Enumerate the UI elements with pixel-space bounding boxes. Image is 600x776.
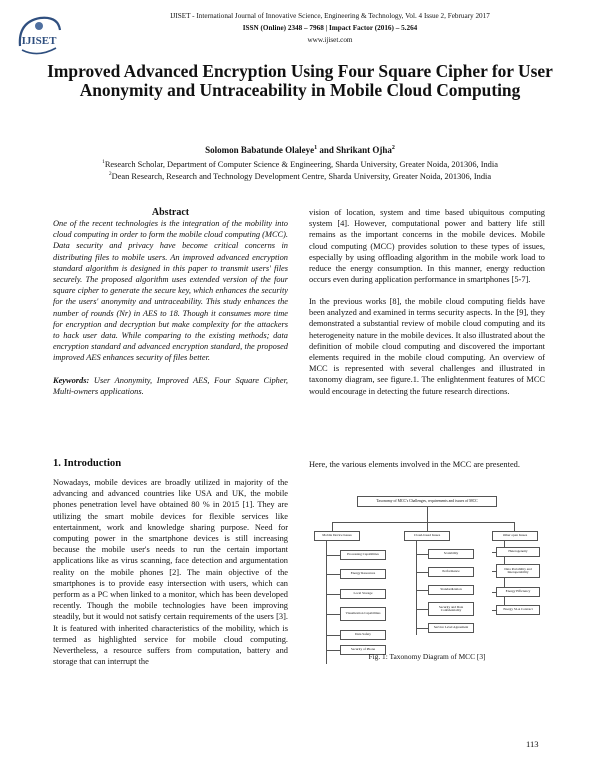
abstract-heading: Abstract	[151, 207, 190, 218]
connector	[326, 555, 340, 556]
connector	[332, 522, 514, 523]
device-item-visualization: Visualization Capabilities	[340, 607, 386, 621]
other-item-heterogeneity: Heterogeneity	[496, 547, 540, 557]
connector	[326, 650, 340, 651]
category-cloud-based: Cloud-based Issues	[404, 531, 450, 541]
other-item-portability: Data Portability and Interoperability	[496, 564, 540, 578]
keywords-line	[53, 375, 288, 397]
right-paragraph-2: In the previous works [8], the mobile cloud computing fields have been analyzed and examined in terms security aspects. In the [9], they demonstrated a substantial review of mobile cloud computing and its heterogeneity nature in the mobile devices. It also illustrated about the definition of mobile cloud computing and discovered the important elements required in the mobile cloud computing. An overview of MCC is represented with several challenges and illustrated in taxonomy diagram, see figure.1. The enlightenment features of MCC would encourage in detecting the future research directions.	[309, 297, 545, 396]
issn-line: ISSN (Online) 2348 – 7968 | Impact Factor (2016) – 5.264	[242, 24, 418, 32]
author-1-sup: 1	[314, 145, 318, 151]
connector	[326, 574, 340, 575]
diagram-root: Taxonomy of MCC's Challenges, requirements and issues of MCC	[357, 496, 497, 507]
introduction-paragraph: Nowadays, mobile devices are broadly utilized in majority of the advancing and advanced countries like USA and UK, the mobile phones penetration level have obtained 80 % in 2015 [1]. They are utilizing the smart mobile devices for flexible services like entertainment, work and knowledge sharing purpose. Need for computing power in the smartphone devices is still increasing because the mobile user's needs to run the certain important applications like as virus scanning, face detection and argumentation reality on the mobile phones [2]. The main objective of the smartphones is to provide easy intersection with users, which can perform as a PC when linked to a monitor, which has been developed recently. Though the mobile technologies have been improving steadily, but it would not satisfy certain requirements of the users [3]. It is featured with inherited characteristics of the mobility, which is termed as highlighted service for mobile cloud computing. Nevertheless, a resource suffers from computation, battery and storage that can interrupt the	[53, 478, 288, 667]
connector	[326, 635, 340, 636]
affiliation-1-text: Research Scholar, Department of Computer Science & Engineering, Sharda University, Greater Noida, 201306, India	[104, 159, 498, 169]
connector	[427, 507, 428, 531]
author-2: Shrikant Ojha	[336, 145, 392, 155]
other-item-energy-efficiency: Energy Efficiency	[496, 587, 540, 597]
journal-logo	[14, 12, 64, 58]
website-link[interactable]: www.ijiset.com	[307, 36, 353, 44]
author-1: Solomon Babatunde Olaleye	[205, 145, 315, 155]
connector	[416, 628, 428, 629]
figure-caption: Fig. 1: Taxonomy Diagram of MCC [3]	[368, 652, 486, 661]
affiliation-1-sup: 1	[102, 159, 105, 165]
connector	[416, 590, 428, 591]
page-number: 113	[526, 739, 539, 749]
author-2-sup: 2	[391, 145, 395, 151]
cloud-item-standardization: Standardization	[428, 585, 474, 595]
connector	[416, 609, 428, 610]
introduction-heading: 1. Introduction	[53, 458, 122, 469]
right-paragraph-1: vision of location, system and time based ubiquitous computing system [4]. However, computational power and battery life still remains as the important concerns in the mobile devices. Mobile cloud computing (MCC) provides solution to these types of issues, especially by using offloading algorithm in the mobile work load to reduce the energy consumption. In this manner, energy reduction occurs even during application performance in smartphones [5-7].	[309, 208, 545, 285]
abstract-text	[53, 218, 288, 397]
affiliation-2	[0, 172, 600, 181]
connector	[332, 522, 333, 531]
category-other-open: Other open Issues	[492, 531, 538, 541]
cloud-item-performance: Performance	[428, 567, 474, 577]
affiliation-1	[0, 160, 600, 169]
keywords-text: User Anonymity, Improved AES, Four Square Cipher, Multi-owners applications.	[53, 375, 288, 396]
device-item-processing: Processing Capabilities	[340, 550, 386, 560]
right-paragraph-3: Here, the various elements involved in the MCC are presented.	[309, 460, 520, 469]
connector	[416, 572, 428, 573]
journal-line: IJISET - International Journal of Innovative Science, Engineering & Technology, Vol. 4 Issue 2, February 2017	[170, 12, 490, 20]
category-mobile-device: Mobile Device Issues	[314, 531, 360, 541]
connector	[514, 522, 515, 531]
connector	[326, 541, 327, 664]
cloud-item-security: Security and Data Confidentiality	[428, 602, 474, 616]
connector	[326, 614, 340, 615]
logo-text: IJISET	[21, 35, 57, 47]
device-item-phone-security: Security of Phone	[340, 645, 386, 655]
paper-title: Improved Advanced Encryption Using Four Square Cipher for User Anonymity and Untraceability in Mobile Cloud Computing	[47, 61, 553, 100]
connector	[326, 594, 340, 595]
keywords-label: Keywords:	[53, 375, 90, 385]
affiliation-2-sup: 2	[108, 171, 112, 177]
cloud-item-sla: Service Level Agreement	[428, 623, 474, 633]
abstract-paragraph: One of the recent technologies is the integration of the mobility into cloud computing in order to form the mobile cloud computing (MCC). Data security and privacy have become critical concerns in distributing files to mobile users. An improved advanced encryption standard algorithm is designed in this paper to transmit users' files securely. The proposed algorithm uses extended version of the four square cipher to generate the secure key, which enhances the security for the users' anonymity and untraceability. This study enhances the number of rounds (Nr) in AES to 18. Though it consumes more time for encryption and decryption but make complexity for the attackers to hack user data. While comparing to the existing methods; data encryption standard and advanced encryption standard, the proposed improved AES enhances security of files better.	[53, 219, 288, 363]
connector	[416, 541, 417, 635]
author-line	[0, 145, 600, 155]
device-item-energy: Energy Resources	[340, 569, 386, 579]
taxonomy-diagram	[312, 492, 542, 652]
device-item-storage: Local Storage	[340, 589, 386, 599]
author-conjunction: and	[317, 145, 337, 155]
other-item-energy-sla: Energy SLA Contract	[496, 605, 540, 615]
device-item-data-safety: Data Safety	[340, 630, 386, 640]
connector	[416, 554, 428, 555]
cloud-item-scalability: Scalability	[428, 549, 474, 559]
affiliation-2-text: Dean Research, Research and Technology Development Centre, Sharda University, Greater Noida, 201306, India	[111, 171, 492, 181]
